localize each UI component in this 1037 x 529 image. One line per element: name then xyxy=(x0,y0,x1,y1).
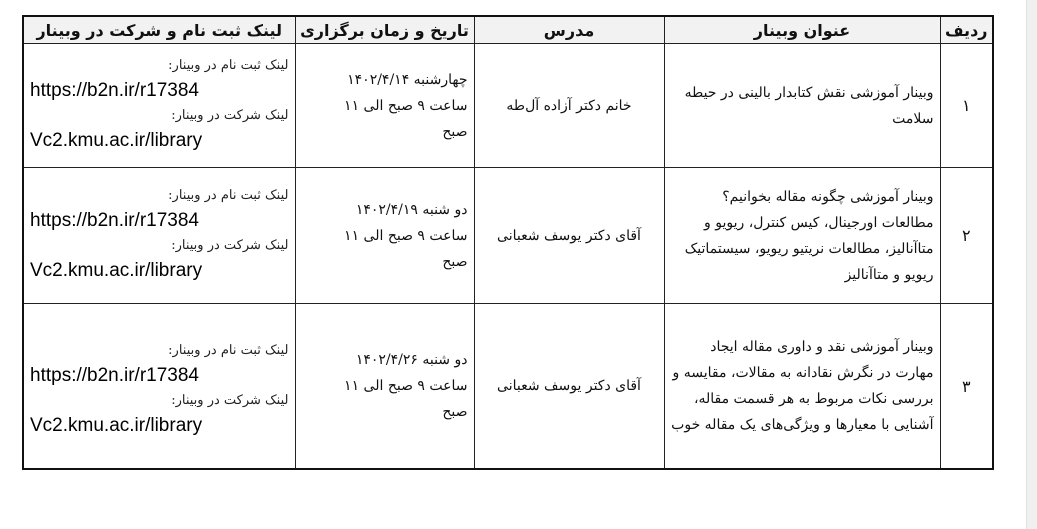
time-line: ساعت ۹ صبح الی ۱۱ xyxy=(344,227,468,244)
join-label: لینک شرکت در وبینار: xyxy=(171,393,289,409)
registration-label: لینک ثبت نام در وبینار: xyxy=(168,343,289,359)
teacher-cell: آقای دکتر یوسف شعبانی xyxy=(474,168,664,304)
join-link[interactable]: Vc2.kmu.ac.ir/library xyxy=(30,259,203,281)
date-line: دو شنبه ۱۴۰۲/۴/۲۶ xyxy=(355,352,468,369)
registration-link[interactable]: https://b2n.ir/r17384 xyxy=(30,79,199,101)
time-line: ساعت ۹ صبح الی ۱۱ xyxy=(344,378,468,395)
teacher-cell: خانم دکتر آزاده آل‌طه xyxy=(474,44,664,168)
row-number: ۳ xyxy=(940,304,993,469)
table-row xyxy=(23,304,993,469)
date-cell xyxy=(295,304,474,469)
registration-label: لینک ثبت نام در وبینار: xyxy=(168,187,289,203)
registration-link[interactable]: https://b2n.ir/r17384 xyxy=(30,209,199,231)
join-link[interactable]: Vc2.kmu.ac.ir/library xyxy=(30,129,203,151)
header-link: لینک ثبت نام و شرکت در وبینار xyxy=(23,16,295,44)
join-label: لینک شرکت در وبینار: xyxy=(171,237,289,253)
title-cell: وبینار آموزشی نقش کتابدار بالینی در حیطه سلامت xyxy=(664,44,940,168)
header-title: عنوان وبینار xyxy=(664,16,940,44)
table-row xyxy=(23,44,993,168)
time-suffix: صبح xyxy=(442,123,468,140)
join-link[interactable]: Vc2.kmu.ac.ir/library xyxy=(30,415,203,437)
teacher-cell: آقای دکتر یوسف شعبانی xyxy=(474,304,664,469)
header-teacher: مدرس xyxy=(474,16,664,44)
link-cell xyxy=(23,304,295,469)
webinar-table xyxy=(22,15,994,470)
header-row-number: ردیف xyxy=(940,16,993,44)
time-suffix: صبح xyxy=(442,404,468,421)
time-suffix: صبح xyxy=(442,253,468,270)
table-row xyxy=(23,168,993,304)
row-number: ۱ xyxy=(940,44,993,168)
header-date: تاریخ و زمان برگزاری xyxy=(295,16,474,44)
registration-label: لینک ثبت نام در وبینار: xyxy=(168,57,289,73)
registration-link[interactable]: https://b2n.ir/r17384 xyxy=(30,365,199,387)
row-number: ۲ xyxy=(940,168,993,304)
link-cell xyxy=(23,44,295,168)
vertical-scrollbar[interactable] xyxy=(1026,0,1037,529)
title-cell: وبینار آموزشی نقد و داوری مقاله ایجاد مهارت در نگرش نقادانه به مقالات، مقایسه و بررسی نکات مربوط به هر قسمت مقاله، آشنایی با معیارها و ویژگی‌های یک مقاله خوب xyxy=(664,304,940,469)
date-cell xyxy=(295,44,474,168)
table-header-row xyxy=(23,16,993,44)
title-cell: وبینار آموزشی چگونه مقاله بخوانیم؟ مطالعات اورجینال، کیس کنترل، ریویو و متاآنالیز، مطالعات نریتیو ریویو، سیستماتیک ریویو و متاآنالیز xyxy=(664,168,940,304)
date-line: چهارشنبه ۱۴۰۲/۴/۱۴ xyxy=(347,71,468,88)
join-label: لینک شرکت در وبینار: xyxy=(171,107,289,123)
date-cell xyxy=(295,168,474,304)
time-line: ساعت ۹ صبح الی ۱۱ xyxy=(344,97,468,114)
date-line: دو شنبه ۱۴۰۲/۴/۱۹ xyxy=(355,201,468,218)
link-cell xyxy=(23,168,295,304)
